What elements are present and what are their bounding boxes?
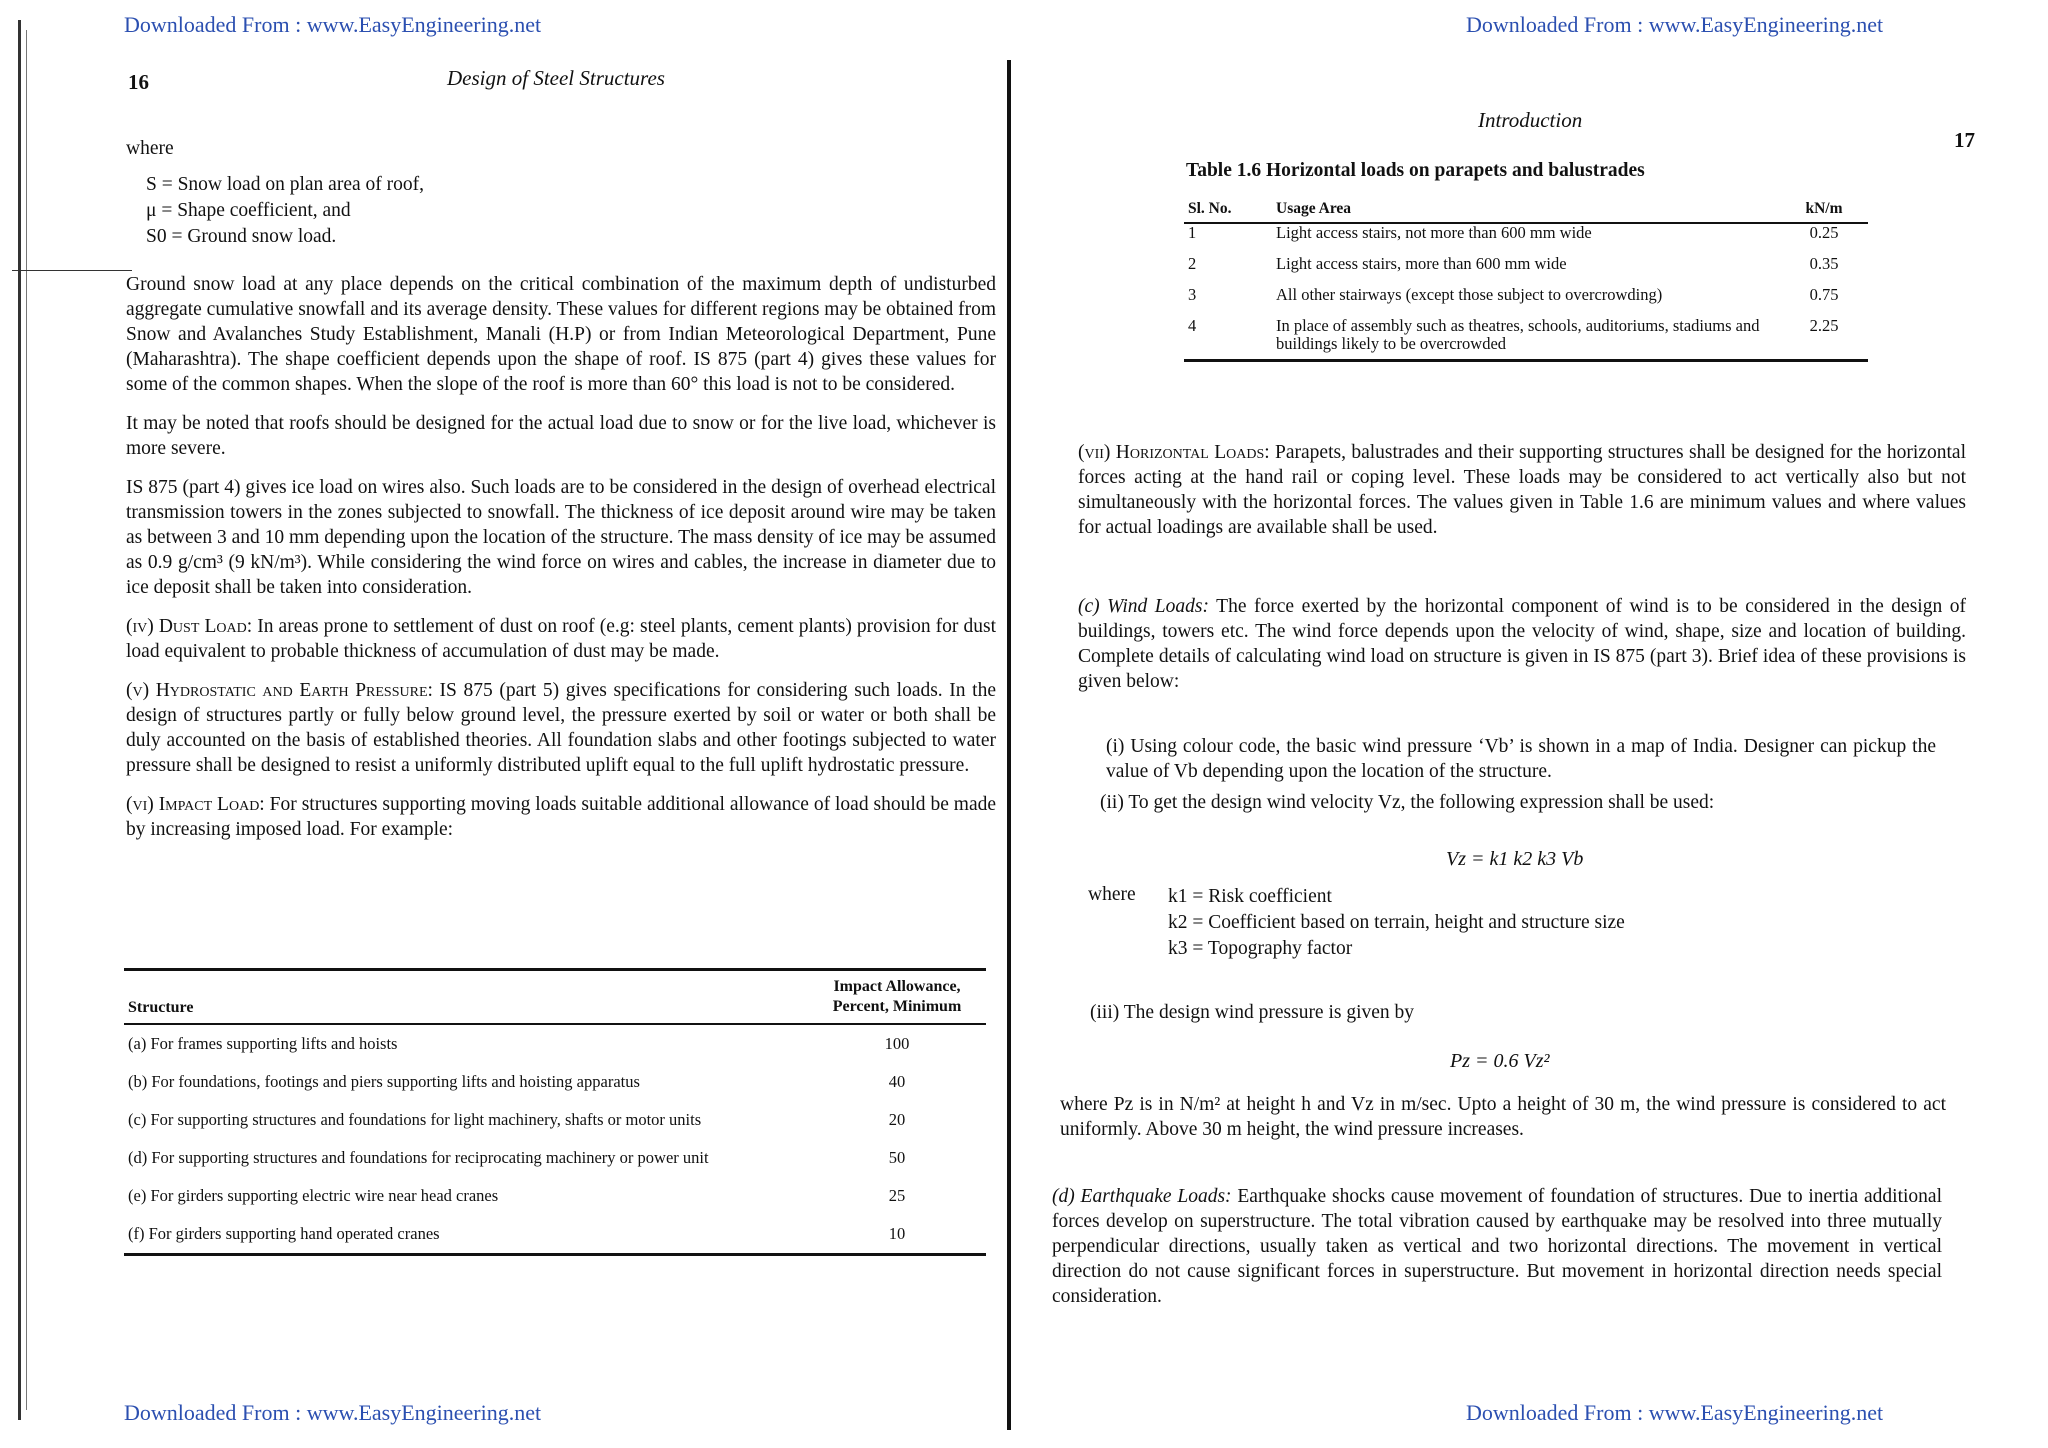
- download-banner-bottom-left[interactable]: Downloaded From : www.EasyEngineering.net: [124, 1400, 542, 1425]
- parapet-col-usage: Usage Area: [1272, 196, 1780, 223]
- horizontal-loads-paragraph: [1078, 440, 1966, 540]
- parapet-loads-table: [1184, 196, 1868, 362]
- parapet-sl: 1: [1188, 223, 1197, 242]
- impact-col-allowance: Impact Allowance, Percent, Minimum: [808, 970, 986, 1025]
- formula-vz: Vz = k1 k2 k3 Vb: [1446, 848, 1584, 870]
- parapet-value: 0.25: [1809, 223, 1839, 242]
- definition-shape-coefficient: μ = Shape coefficient, and: [146, 200, 351, 221]
- left-body: [126, 272, 996, 856]
- table-1-6-title: Table 1.6 Horizontal loads on parapets and balustrades: [1186, 160, 1645, 181]
- where-label-right: where: [1088, 884, 1136, 905]
- impact-allowance-table: [124, 968, 986, 1256]
- dust-load-heading: (iv) Dust Load:: [126, 616, 253, 637]
- parapet-usage: In place of assembly such as theatres, schools, auditoriums, stadiums and buildings likely to be overcrowded: [1272, 317, 1780, 361]
- paragraph-ice-load: IS 875 (part 4) gives ice load on wires also. Such loads are to be considered in the design of overhead electrical transmission towers in the zones subjected to snowfall. The thickness of ice deposit around wire may be taken as between 3 and 10 mm depending upon the location of the structure. The mass density of ice may be assumed as 0.9 g/cm³ (9 kN/m³). While considering the wind force on wires and cables, the increase in diameter due to ice deposit shall be taken into consideration.: [126, 477, 996, 598]
- earthquake-loads-text: Earthquake shocks cause movement of foundation of structures. Due to inertia additional forces develop on superstructure. The total vibration caused by earthquake may be resolved into three mutually perpendicular directions, usually taken as vertical and two horizontal directions. The movement in vertical direction do not cause significant forces in superstructure. But movement in horizontal direction needs special consideration.: [1052, 1186, 1942, 1307]
- section-earthquake-loads: [1052, 1184, 1942, 1323]
- scan-edge-inner: [26, 30, 27, 1410]
- table-row: [1184, 223, 1868, 255]
- horizontal-loads-heading: (vii) Horizontal Loads:: [1078, 442, 1270, 463]
- parapet-sl: 2: [1188, 254, 1197, 273]
- impact-load-text: For structures supporting moving loads suitable additional allowance of load should be made by increasing imposed load. For example:: [126, 794, 996, 840]
- impact-structure: (b) For foundations, footings and piers supporting lifts and hoisting apparatus: [128, 1072, 640, 1091]
- definition-k2: k2 = Coefficient based on terrain, height and structure size: [1168, 912, 1625, 933]
- impact-value: 10: [808, 1215, 986, 1255]
- wind-item-iii: (iii) The design wind pressure is given by: [1090, 1002, 1415, 1023]
- wind-loads-paragraph: [1078, 594, 1966, 694]
- impact-load-heading: (vi) Impact Load:: [126, 794, 265, 815]
- table-row: [124, 1139, 986, 1177]
- definition-k1: k1 = Risk coefficient: [1168, 886, 1332, 907]
- table-row: [124, 1177, 986, 1215]
- pz-explanation: where Pz is in N/m² at height h and Vz in m/sec. Upto a height of 30 m, the wind pressure is considered to act uniformly. Above 30 m height, the wind pressure increases.: [1060, 1094, 1946, 1140]
- horizontal-loads-text: Parapets, balustrades and their supporting structures shall be designed for the horizontal forces acting at the hand rail or coping level. These loads may be considered to act vertically also but not simultaneously with the horizontal forces. The values given in Table 1.6 are minimum values and where values for actual loadings are available shall be used.: [1078, 442, 1966, 538]
- snow-definitions: [146, 172, 424, 250]
- parapet-sl: 4: [1184, 317, 1272, 361]
- parapet-usage: Light access stairs, more than 600 mm wide: [1276, 254, 1567, 273]
- section-impact-load: [126, 792, 996, 842]
- definition-k3: k3 = Topography factor: [1168, 938, 1353, 959]
- definition-ground-snow-load: S0 = Ground snow load.: [146, 226, 337, 247]
- impact-value: 20: [888, 1110, 906, 1129]
- download-banner-bottom-right[interactable]: Downloaded From : www.EasyEngineering.net: [1466, 1400, 1884, 1425]
- parapet-usage: All other stairways (except those subject to overcrowding): [1276, 285, 1663, 304]
- parapet-table-header: [1184, 196, 1868, 223]
- wind-item-ii: (ii) To get the design wind velocity Vz, the following expression shall be used:: [1100, 792, 1715, 813]
- table-row: [124, 1063, 986, 1101]
- running-head-left: Design of Steel Structures: [447, 66, 665, 90]
- table-row: [124, 1101, 986, 1139]
- parapet-value: 2.25: [1780, 317, 1868, 361]
- table-row: [1184, 317, 1868, 361]
- impact-structure: (e) For girders supporting electric wire near head cranes: [128, 1186, 499, 1205]
- table-row: [1184, 286, 1868, 317]
- wind-item-i: (i) Using colour code, the basic wind pressure ‘Vb’ is shown in a map of India. Designer can pickup the value of Vb depending upon the location of the structure.: [1106, 736, 1936, 782]
- definition-snow-load: S = Snow load on plan area of roof,: [146, 174, 424, 195]
- running-head-right: Introduction: [1478, 108, 1583, 132]
- earthquake-loads-paragraph: [1052, 1184, 1942, 1309]
- impact-value: 25: [888, 1186, 906, 1205]
- page-number-left: 16: [128, 70, 149, 94]
- impact-value: 100: [884, 1034, 910, 1053]
- impact-structure: (f) For girders supporting hand operated cranes: [124, 1215, 808, 1255]
- scan-mark: [12, 270, 132, 271]
- parapet-sl: 3: [1188, 285, 1197, 304]
- table-row: [124, 1024, 986, 1063]
- hydrostatic-heading: (v) Hydrostatic and Earth Pressure:: [126, 680, 433, 701]
- paragraph-live-load: It may be noted that roofs should be designed for the actual load due to snow or for the live load, whichever is more severe.: [126, 413, 996, 459]
- impact-structure: (c) For supporting structures and foundations for light machinery, shafts or motor units: [128, 1110, 702, 1129]
- impact-structure: (d) For supporting structures and foundations for reciprocating machinery or power unit: [128, 1148, 709, 1167]
- download-banner-top-left[interactable]: Downloaded From : www.EasyEngineering.net: [124, 12, 542, 37]
- parapet-col-sl: Sl. No.: [1184, 196, 1272, 223]
- impact-col-structure: Structure: [124, 970, 808, 1025]
- section-wind-loads: [1078, 594, 1966, 708]
- parapet-value: 0.75: [1809, 285, 1839, 304]
- parapet-col-unit: kN/m: [1780, 196, 1868, 223]
- dust-load-text: In areas prone to settlement of dust on roof (e.g: steel plants, cement plants) provision for dust load equivalent to probable thickness of accumulation of dust may be made.: [126, 616, 997, 662]
- earthquake-loads-heading: (d) Earthquake Loads:: [1052, 1186, 1232, 1207]
- download-banner-top-right[interactable]: Downloaded From : www.EasyEngineering.net: [1466, 12, 1884, 37]
- scan-edge: [18, 20, 21, 1420]
- table-row: [1184, 255, 1868, 286]
- section-horizontal-loads: [1078, 440, 1966, 554]
- formula-pz: Pz = 0.6 Vz²: [1450, 1050, 1550, 1072]
- impact-value: 40: [888, 1072, 906, 1091]
- k-definitions: [1168, 884, 1625, 962]
- paragraph-ground-snow: Ground snow load at any place depends on the critical combination of the maximum depth of undisturbed aggregate cumulative snowfall and its average density. These values for different regions may be obtained from Snow and Avalanches Study Establishment, Manali (H.P) or from Indian Meteorological Department, Pune (Maharashtra). The shape coefficient depends upon the shape of roof. IS 875 (part 4) gives these values for some of the common shapes. When the slope of the roof is more than 60° this load is not to be considered.: [126, 274, 996, 395]
- wind-loads-text: The force exerted by the horizontal component of wind is to be considered in the design of buildings, towers etc. The wind force depends upon the velocity of wind, shape, size and location of building. Complete details of calculating wind load on structure is given in IS 875 (part 3). Brief idea of these provisions is given below:: [1078, 596, 1966, 692]
- impact-value: 50: [888, 1148, 906, 1167]
- impact-table-header: [124, 970, 986, 1025]
- impact-structure: (a) For frames supporting lifts and hoists: [128, 1034, 398, 1053]
- parapet-usage: Light access stairs, not more than 600 mm wide: [1276, 223, 1592, 242]
- section-dust-load: [126, 614, 996, 664]
- section-hydrostatic: [126, 678, 996, 778]
- page-gutter: [1007, 60, 1011, 1430]
- parapet-value: 0.35: [1809, 254, 1839, 273]
- where-label-left: where: [126, 138, 174, 159]
- table-row: [124, 1215, 986, 1255]
- page-number-right: 17: [1954, 128, 1975, 152]
- hydrostatic-text: IS 875 (part 5) gives specifications for considering such loads. In the design of structures partly or fully below ground level, the pressure exerted by soil or water or both shall be duly accounted on the basis of established theories. All foundation slabs and other footings subjected to water pressure shall be designed to resist a uniformly distributed uplift equal to the full uplift hydrostatic pressure.: [126, 680, 996, 776]
- wind-loads-heading: (c) Wind Loads:: [1078, 596, 1209, 617]
